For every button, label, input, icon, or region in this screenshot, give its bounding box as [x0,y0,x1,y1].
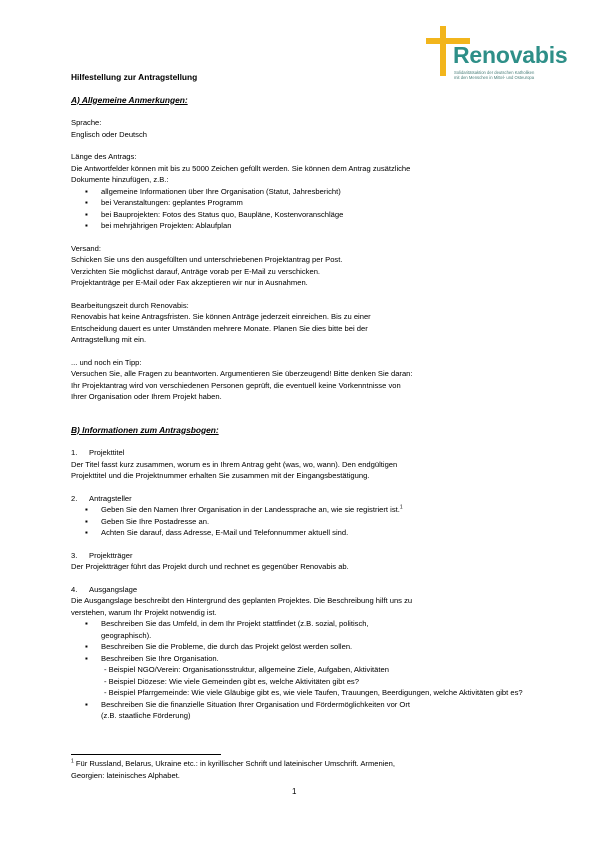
list-item: ▪ Geben Sie Ihre Postadresse an. [71,516,526,528]
logo-wordmark: Renovabis [453,42,568,68]
footnote-separator [71,754,221,755]
item-2-heading: 2. Antragsteller [71,493,132,503]
footnote-ref: 1 [399,504,403,511]
bearbeitungszeit-label: Bearbeitungszeit durch Renovabis: [71,300,189,310]
item-4-heading: 4. Ausgangslage [71,584,138,594]
item-4-example-list [71,664,526,699]
laenge-list [71,186,526,232]
example-item: - Beispiel Diözese: Wie viele Gemeinden gibt es, welche Aktivitäten gibt es? [104,676,359,686]
item-3-heading: 3. Projektträger [71,550,133,560]
logo-tagline: Solidaritätsaktion der deutschen Katholiken mit den Menschen in Mittel- und Osteuropa [454,70,535,81]
item-1-text: Der Titel fasst kurz zusammen, worum es in Ihrem Antrag geht (was, wo, wann). Den endgültigen [71,459,398,469]
tipp-text: Ihrer Organisation oder Ihrem Projekt haben. [71,392,222,401]
tipp-label: ... und noch ein Tipp: [71,357,142,367]
item-3-text: Der Projektträger führt das Projekt durch und rechnet es gegenüber Renovabis ab. [71,562,349,571]
item-4-list [71,618,526,664]
versand-text: Schicken Sie uns den ausgefüllten und unterschriebenen Projektantrag per Post. [71,255,343,264]
item-4-text: Die Ausgangslage beschreibt den Hintergrund des geplanten Projektes. Die Beschreibung hilft uns zu [71,596,413,605]
sprache-text: Englisch oder Deutsch [71,129,147,139]
versand-text: Verzichten Sie möglichst darauf, Anträge vorab per E-Mail zu verschicken. [71,266,321,276]
example-item: - Beispiel NGO/Verein: Organisationsstruktur, allgemeine Ziele, Aufgaben, Aktivitäten [104,665,389,674]
list-item: ▪ Achten Sie darauf, dass Adresse, E-Mail und Telefonnummer aktuell sind. [71,527,526,539]
list-item: ▪ Beschreiben Sie das Umfeld, in dem Ihr Projekt stattfindet (z.B. sozial, politisch, geographisch). [71,618,526,641]
list-item: ▪ allgemeine Informationen über Ihre Organisation (Statut, Jahresbericht) [71,186,526,198]
sprache-label: Sprache: [71,118,102,127]
item-1-text: Projekttitel und die Projektnummer erhalten Sie zusammen mit der Eingangsbestätigung. [71,471,370,480]
page-number: 1 [292,787,297,796]
example-item: - Beispiel Pfarrgemeinde: Wie viele Gläubige gibt es, wie viele Taufen, Trauungen, Beerdigungen, welche Aktivitäten gibt es? [104,688,523,697]
list-item: ▪ Beschreiben Sie Ihre Organisation. [71,653,526,665]
item-4-text: verstehen, warum Ihr Projekt notwendig ist. [71,607,217,617]
list-item: ▪ bei Bauprojekten: Fotos des Status quo, Baupläne, Kostenvoranschläge [71,209,526,221]
laenge-text: Dokumente hinzufügen, z.B.: [71,175,169,184]
bearbeitungszeit-text: Entscheidung dauert es unter Umständen mehrere Monate. Planen Sie dies bitte bei der [71,323,368,333]
section-b-heading: B) Informationen zum Antragsbogen: [71,424,219,435]
bearbeitungszeit-text: Renovabis hat keine Antragsfristen. Sie können Anträge jederzeit einreichen. Bis zu einer [71,312,371,321]
footnote: $^1$ Für Russland, Belarus, Ukraine etc.: in kyrillischer Schrift und lateinischer Umschrift. Armenien, Georgien: lateinisches Alphabet. [71,758,395,780]
bearbeitungszeit-text: Antragstellung mit ein. [71,335,147,344]
versand-label: Versand: [71,243,101,253]
item-2-list [71,504,526,539]
list-item: ▪ bei Veranstaltungen: geplantes Programm [71,197,526,209]
tipp-text: Ihr Projektantrag wird von verschiedenen Personen geprüft, die eventuell keine Vorkenntnisse von [71,380,401,390]
page-title: Hilfestellung zur Antragstellung [71,72,198,82]
list-item: ▪ bei mehrjährigen Projekten: Ablaufplan [71,220,526,232]
footnote-marker: 1 [71,758,74,765]
list-item: ▪ Beschreiben Sie die Probleme, die durch das Projekt gelöst werden sollen. [71,641,526,653]
versand-text: Projektanträge per E-Mail oder Fax akzeptieren wir nur in Ausnahmen. [71,278,308,287]
laenge-text: Die Antwortfelder können mit bis zu 5000 Zeichen gefüllt werden. Sie können dem Antrag zusätzliche [71,163,411,173]
item-4-list-cont [71,699,526,722]
item-1-heading: 1. Projekttitel [71,448,125,457]
section-a-heading: A) Allgemeine Anmerkungen: [71,94,188,105]
list-item: ▪ Beschreiben Sie die finanzielle Situation Ihrer Organisation und Fördermöglichkeiten vor Ort (z.B. staatliche Förderung) [71,699,526,722]
document-body [71,72,526,722]
tipp-text: Versuchen Sie, alle Fragen zu beantworten. Argumentieren Sie überzeugend! Bitte denken Sie daran: [71,369,413,378]
laenge-label: Länge des Antrags: [71,152,137,161]
list-item: ▪ Geben Sie den Namen Ihrer Organisation in der Landessprache an, wie sie registriert ist.$^1$ [71,504,526,516]
